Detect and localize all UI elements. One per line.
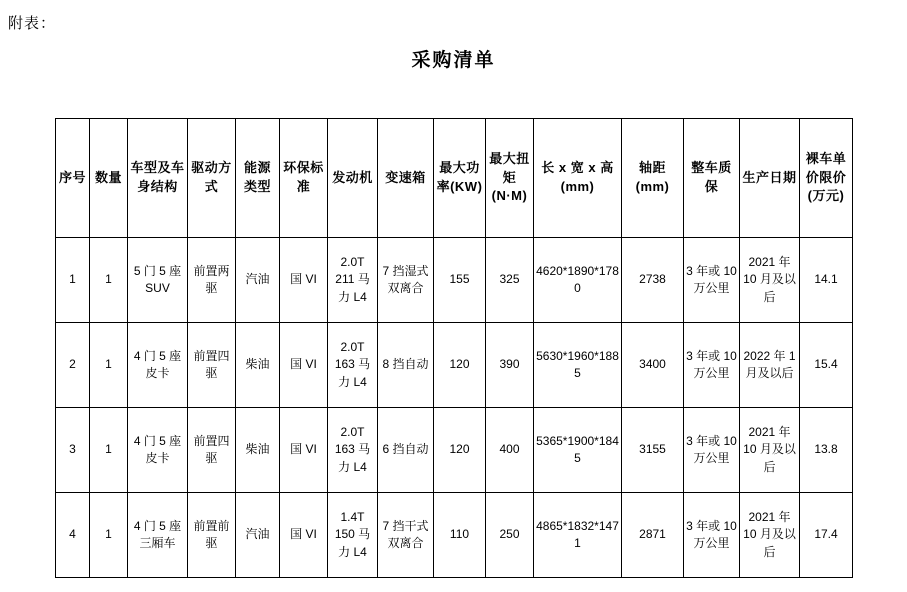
cell-emission: 国 VI xyxy=(280,408,328,493)
cell-drive: 前置四驱 xyxy=(188,408,236,493)
cell-drive: 前置两驱 xyxy=(188,238,236,323)
cell-energy: 柴油 xyxy=(236,323,280,408)
column-header-price: 裸车单价限价(万元) xyxy=(800,119,853,238)
cell-seq: 1 xyxy=(56,238,90,323)
column-header-qty: 数量 xyxy=(90,119,128,238)
cell-warranty: 3 年或 10 万公里 xyxy=(684,238,740,323)
column-header-torque: 最大扭矩(N·M) xyxy=(486,119,534,238)
page-title: 采购清单 xyxy=(411,50,496,71)
cell-qty: 1 xyxy=(90,323,128,408)
column-header-gearbox: 变速箱 xyxy=(378,119,434,238)
purchase-list-table xyxy=(55,118,853,578)
cell-engine: 2.0T 211 马力 L4 xyxy=(328,238,378,323)
table-row xyxy=(56,323,853,408)
cell-engine: 2.0T 163 马力 L4 xyxy=(328,408,378,493)
column-header-power: 最大功率(KW) xyxy=(434,119,486,238)
cell-production-date: 2022 年 1 月及以后 xyxy=(740,323,800,408)
table-row xyxy=(56,238,853,323)
cell-energy: 汽油 xyxy=(236,493,280,578)
cell-engine: 2.0T 163 马力 L4 xyxy=(328,323,378,408)
cell-qty: 1 xyxy=(90,408,128,493)
cell-torque: 400 xyxy=(486,408,534,493)
cell-power: 110 xyxy=(434,493,486,578)
cell-drive: 前置四驱 xyxy=(188,323,236,408)
cell-emission: 国 VI xyxy=(280,493,328,578)
cell-warranty: 3 年或 10 万公里 xyxy=(684,408,740,493)
column-header-seq: 序号 xyxy=(56,119,90,238)
cell-gearbox: 6 挡自动 xyxy=(378,408,434,493)
cell-seq: 2 xyxy=(56,323,90,408)
column-header-warranty: 整车质保 xyxy=(684,119,740,238)
cell-warranty: 3 年或 10 万公里 xyxy=(684,323,740,408)
cell-body: 5 门 5 座 SUV xyxy=(128,238,188,323)
cell-wheelbase: 3155 xyxy=(622,408,684,493)
cell-energy: 汽油 xyxy=(236,238,280,323)
cell-gearbox: 7 挡湿式双离合 xyxy=(378,238,434,323)
cell-power: 120 xyxy=(434,323,486,408)
column-header-drive: 驱动方式 xyxy=(188,119,236,238)
column-header-body: 车型及车身结构 xyxy=(128,119,188,238)
cell-price: 15.4 xyxy=(800,323,853,408)
cell-seq: 4 xyxy=(56,493,90,578)
cell-power: 120 xyxy=(434,408,486,493)
cell-power: 155 xyxy=(434,238,486,323)
cell-seq: 3 xyxy=(56,408,90,493)
column-header-energy: 能源类型 xyxy=(236,119,280,238)
table-header-row xyxy=(56,119,853,238)
cell-dimensions: 5365*1900*1845 xyxy=(534,408,622,493)
cell-price: 17.4 xyxy=(800,493,853,578)
cell-engine: 1.4T 150 马力 L4 xyxy=(328,493,378,578)
table-row xyxy=(56,493,853,578)
cell-qty: 1 xyxy=(90,238,128,323)
cell-wheelbase: 2738 xyxy=(622,238,684,323)
cell-production-date: 2021 年 10 月及以后 xyxy=(740,408,800,493)
cell-body: 4 门 5 座三厢车 xyxy=(128,493,188,578)
cell-torque: 390 xyxy=(486,323,534,408)
table-row xyxy=(56,408,853,493)
cell-wheelbase: 2871 xyxy=(622,493,684,578)
column-header-dimensions: 长 x 宽 x 高(mm) xyxy=(534,119,622,238)
cell-price: 13.8 xyxy=(800,408,853,493)
attachment-label: 附表： xyxy=(8,16,57,32)
cell-drive: 前置前驱 xyxy=(188,493,236,578)
cell-warranty: 3 年或 10 万公里 xyxy=(684,493,740,578)
cell-torque: 250 xyxy=(486,493,534,578)
cell-body: 4 门 5 座皮卡 xyxy=(128,323,188,408)
cell-gearbox: 8 挡自动 xyxy=(378,323,434,408)
cell-dimensions: 5630*1960*1885 xyxy=(534,323,622,408)
column-header-wheelbase: 轴距(mm) xyxy=(622,119,684,238)
cell-wheelbase: 3400 xyxy=(622,323,684,408)
cell-qty: 1 xyxy=(90,493,128,578)
cell-gearbox: 7 挡干式双离合 xyxy=(378,493,434,578)
cell-dimensions: 4865*1832*1471 xyxy=(534,493,622,578)
column-header-emission: 环保标准 xyxy=(280,119,328,238)
column-header-production-date: 生产日期 xyxy=(740,119,800,238)
cell-production-date: 2021 年 10 月及以后 xyxy=(740,238,800,323)
cell-dimensions: 4620*1890*1780 xyxy=(534,238,622,323)
cell-emission: 国 VI xyxy=(280,238,328,323)
cell-production-date: 2021 年 10 月及以后 xyxy=(740,493,800,578)
cell-body: 4 门 5 座皮卡 xyxy=(128,408,188,493)
column-header-engine: 发动机 xyxy=(328,119,378,238)
cell-energy: 柴油 xyxy=(236,408,280,493)
cell-torque: 325 xyxy=(486,238,534,323)
cell-emission: 国 VI xyxy=(280,323,328,408)
cell-price: 14.1 xyxy=(800,238,853,323)
